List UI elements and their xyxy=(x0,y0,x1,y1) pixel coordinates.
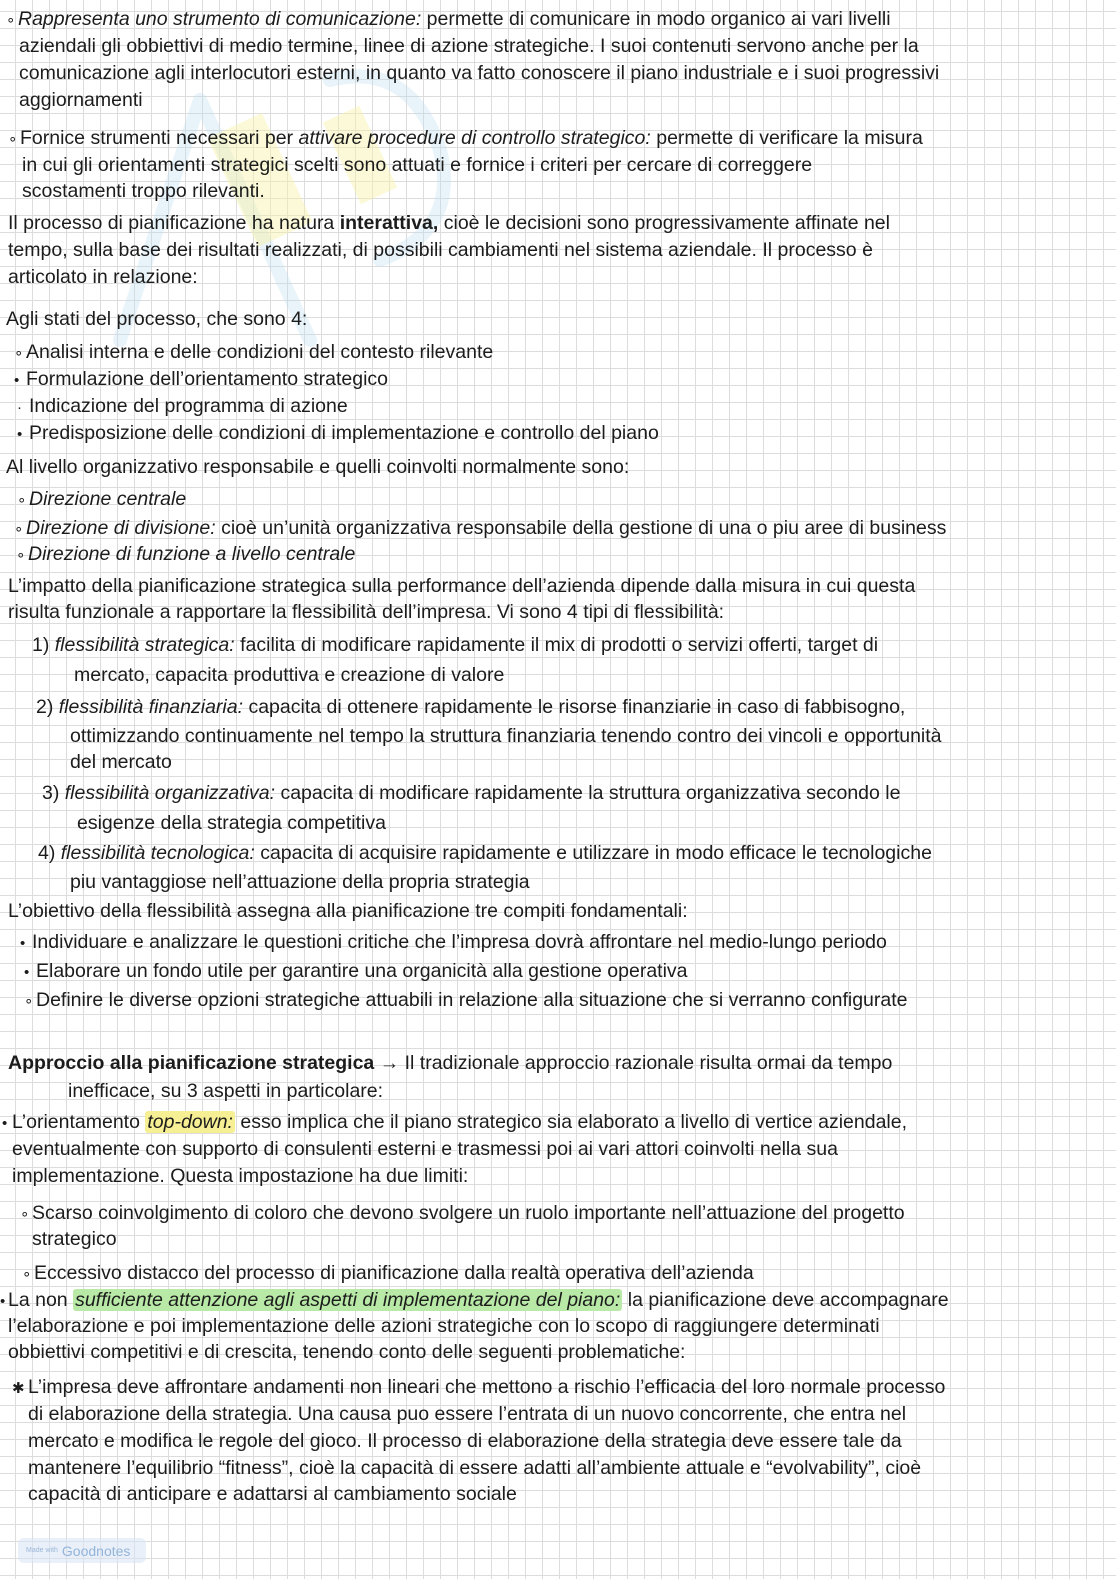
text: facilita di modificare rapidamente il mix di prodotti o servizi offerti, target di xyxy=(234,634,879,656)
text-line: mantenere l’equilibrio “fitness”, cioè la capacità di essere adatti all’ambiente attuale e “evolvability”, cioè xyxy=(28,1457,922,1479)
text-line: L’impatto della pianificazione strategica sulla performance dell’azienda dipende dalla misura in cui questa xyxy=(8,575,916,597)
bullet-icon: ∘ xyxy=(16,547,26,564)
bullet-icon: ∘ xyxy=(6,12,16,29)
italic-lead: flessibilità tecnologica: xyxy=(60,842,255,864)
text-line: aziendali gli obbiettivi di medio termine, linee di azione strategiche. I suoi contenuti servono anche per la xyxy=(19,35,919,57)
list-item-text: Formulazione dell’orientamento strategico xyxy=(26,368,389,390)
bullet-icon: ∘ xyxy=(14,521,24,538)
list-item-text: Analisi interna e delle condizioni del contesto rilevante xyxy=(26,341,494,363)
text-line: di elaborazione della strategia. Una causa puo essere l’entrata di un nuovo concorrente, che entra nel xyxy=(28,1403,907,1425)
italic-lead: flessibilità organizzativa: xyxy=(64,782,276,804)
list-item xyxy=(24,987,908,1015)
list-item xyxy=(20,929,887,957)
text: permette di comunicare in modo organico ai vari livelli xyxy=(421,8,891,30)
implementation-line xyxy=(0,1287,949,1315)
bullet-icon: ∘ xyxy=(22,1266,32,1283)
list-item xyxy=(20,1200,905,1228)
top-down-line xyxy=(2,1109,907,1137)
text-line: del mercato xyxy=(70,751,172,773)
text: capacita di acquisire rapidamente e utilizzare in modo efficace le tecnologiche xyxy=(254,842,932,864)
text-line: implementazione. Questa impostazione ha due limiti: xyxy=(12,1165,469,1187)
text-line: in cui gli orientamenti strategici scelti sono attuati e fornice i criteri per cercare di correggere xyxy=(22,154,813,176)
text: permette di verificare la misura xyxy=(650,127,923,149)
brand-label: Goodnotes xyxy=(61,1542,131,1559)
text-line: eventualmente con supporto di consulenti esterni e trasmessi poi ai vari attori coinvolti nella sua xyxy=(12,1138,838,1160)
bullet-icon: • xyxy=(0,1293,6,1310)
flex-item-3 xyxy=(42,780,900,806)
section-heading: L’obiettivo della flessibilità assegna alla pianificazione tre compiti fondamentali: xyxy=(8,900,688,922)
flex-item-2 xyxy=(36,694,905,720)
flex-item-4 xyxy=(38,840,932,866)
list-item xyxy=(22,1260,754,1288)
italic-lead: Direzione centrale xyxy=(29,488,187,510)
text-line: ottimizzando continuamente nel tempo la struttura finanziaria tenendo contro dei vincoli e opportunità xyxy=(70,725,942,747)
text: Il processo di pianificazione ha natura xyxy=(8,212,340,234)
text-line: inefficace, su 3 aspetti in particolare: xyxy=(68,1080,384,1102)
text: capacita di ottenere rapidamente le risorse finanziarie in caso di fabbisogno, xyxy=(243,696,906,718)
list-item xyxy=(14,515,946,543)
text: esso implica che il piano strategico sia elaborato a livello di vertice aziendale, xyxy=(234,1111,908,1133)
bullet-icon: ∘ xyxy=(20,1206,30,1223)
text-line: l’elaborazione e poi implementazione delle azioni strategiche con lo scopo di raggiungere determinati xyxy=(8,1315,880,1337)
bullet-icon: • xyxy=(14,372,20,389)
text-line: comunicazione agli interlocutori esterni, in quanto va fatto conoscere il piano industriale e i suoi progressivi xyxy=(19,62,940,84)
list-item-text: Predisposizione delle condizioni di implementazione e controllo del piano xyxy=(29,422,659,444)
text: Il tradizionale approccio razionale risulta ormai da tempo xyxy=(399,1052,893,1074)
italic-lead: flessibilità finanziaria: xyxy=(58,696,244,718)
text-line: capacità di anticipare e adattarsi al cambiamento sociale xyxy=(28,1483,517,1505)
text: L’orientamento xyxy=(12,1111,146,1133)
highlighted-term: top-down: xyxy=(147,1111,233,1133)
text: la pianificazione deve accompagnare xyxy=(622,1289,949,1311)
italic-lead: Direzione di funzione a livello centrale xyxy=(28,543,356,565)
item-number: 3) xyxy=(42,782,60,804)
list-item xyxy=(12,1374,945,1402)
italic-lead: Rappresenta uno strumento di comunicazione: xyxy=(18,8,422,30)
list-item xyxy=(14,366,388,394)
text: cioè un’unità organizzativa responsabile della gestione di una o piu aree di business xyxy=(215,517,947,539)
list-item-text: Scarso coinvolgimento di coloro che devono svolgere un ruolo importante nell’attuazione del progetto xyxy=(32,1202,905,1224)
approach-heading-line xyxy=(8,1050,892,1076)
item-number: 4) xyxy=(38,842,56,864)
list-item xyxy=(17,486,186,514)
text-line: tempo, sulla base dei risultati realizzati, di possibili cambiamenti nel sistema aziendale. Il processo è xyxy=(8,239,873,261)
list-item-text: L’impresa deve affrontare andamenti non lineari che mettono a rischio l’efficacia del loro normale processo xyxy=(28,1376,946,1398)
text-line: strategico xyxy=(32,1228,117,1250)
paragraph-communication-line xyxy=(6,6,891,34)
text-line: articolato in relazione: xyxy=(8,266,198,288)
text-line: scostamenti troppo rilevanti. xyxy=(22,180,265,202)
list-item xyxy=(16,541,355,569)
flex-item-1 xyxy=(32,632,878,658)
text-line: risulta funzionale a rapportare la flessibilità dell’impresa. Vi sono 4 tipi di flessibilità: xyxy=(8,601,725,623)
bullet-icon: • xyxy=(24,964,30,981)
item-number: 1) xyxy=(32,634,50,656)
bullet-icon: ∘ xyxy=(8,131,18,148)
bullet-icon: ∘ xyxy=(24,993,34,1010)
item-number: 2) xyxy=(36,696,54,718)
italic-lead: Direzione di divisione: xyxy=(26,517,216,539)
text-line: piu vantaggiose nell’attuazione della propria strategia xyxy=(70,871,530,893)
italic-lead: flessibilità strategica: xyxy=(54,634,235,656)
list-item xyxy=(14,339,493,367)
text: cioè le decisioni sono progressivamente affinate nel xyxy=(438,212,890,234)
paragraph-interactive-line xyxy=(8,210,890,236)
bold-term: Approccio alla pianificazione strategica xyxy=(8,1052,375,1074)
text: capacita di modificare rapidamente la struttura organizzativa secondo le xyxy=(275,782,901,804)
text: Fornice strumenti necessari per xyxy=(20,127,299,149)
bullet-icon: ∘ xyxy=(14,345,24,362)
star-icon: ✱ xyxy=(12,1380,25,1397)
highlighted-term: sufficiente attenzione agli aspetti di implementazione del piano: xyxy=(75,1289,621,1311)
list-item-text: Eccessivo distacco del processo di pianificazione dalla realtà operativa dell’azienda xyxy=(34,1262,754,1284)
bullet-icon: • xyxy=(20,935,26,952)
italic-lead: attivare procedure di controllo strategico: xyxy=(298,127,651,149)
arrow-right-icon: → xyxy=(379,1052,400,1074)
text-line: mercato, capacita produttiva e creazione di valore xyxy=(74,664,505,686)
section-heading: Al livello organizzativo responsabile e quelli coinvolti normalmente sono: xyxy=(6,456,630,478)
list-item-text: Individuare e analizzare le questioni critiche che l’impresa dovrà affrontare nel medio-lungo periodo xyxy=(32,931,887,953)
list-item-text: Indicazione del programma di azione xyxy=(29,395,348,417)
text-line: mercato e modifica le regole del gioco. Il processo di elaborazione della strategia deve essere tale da xyxy=(28,1430,902,1452)
list-item xyxy=(17,420,659,448)
section-heading: Agli stati del processo, che sono 4: xyxy=(6,308,308,330)
text-line: esigenze della strategia competitiva xyxy=(77,812,386,834)
text: La non xyxy=(8,1289,74,1311)
list-item-text: Elaborare un fondo utile per garantire una organicità alla gestione operativa xyxy=(36,960,688,982)
list-item xyxy=(24,958,688,986)
text-line: aggiornamenti xyxy=(19,89,143,111)
bullet-icon: · xyxy=(17,399,22,416)
bullet-icon: • xyxy=(17,426,23,443)
bold-term: interattiva, xyxy=(339,212,439,234)
bullet-icon: ∘ xyxy=(17,492,27,509)
text-line: obbiettivi competitivi e di crescita, tenendo conto delle seguenti problematiche: xyxy=(8,1341,686,1363)
list-item xyxy=(17,393,348,421)
paragraph-control-line xyxy=(8,125,923,153)
made-with-label: Made with xyxy=(26,1547,58,1554)
goodnotes-badge xyxy=(18,1538,146,1563)
bullet-icon: • xyxy=(2,1115,8,1132)
list-item-text: Definire le diverse opzioni strategiche attuabili in relazione alla situazione che si verranno configurate xyxy=(36,989,908,1011)
